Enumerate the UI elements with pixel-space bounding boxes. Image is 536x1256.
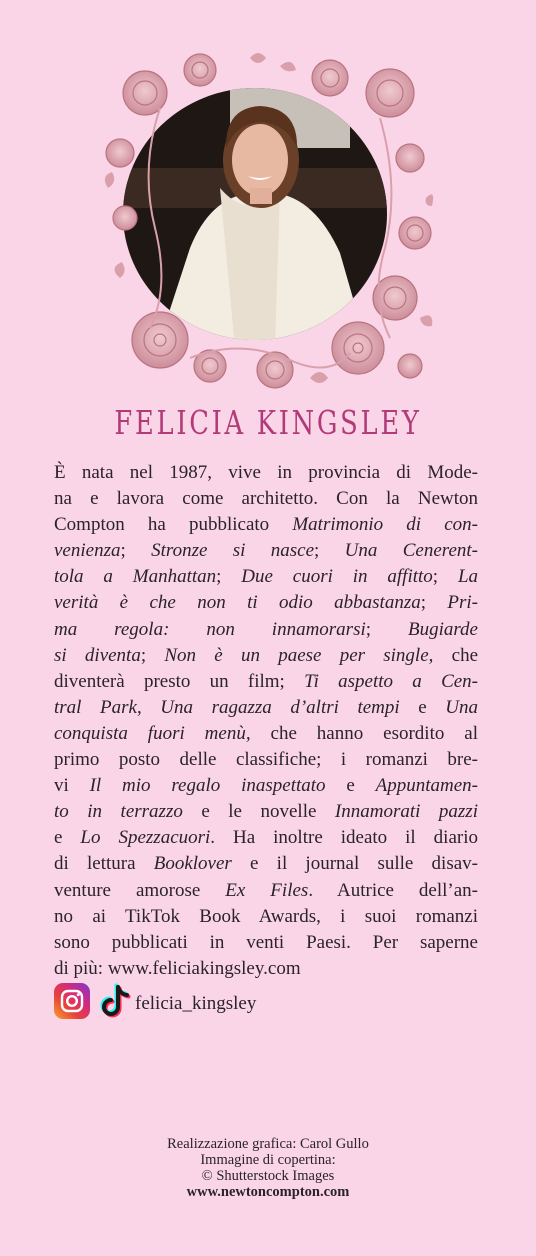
bio-text: ;	[365, 618, 408, 640]
credit-cover-source: © Shutterstock Images	[201, 1168, 335, 1184]
bio-text: e	[399, 696, 446, 718]
bio-text: primo posto delle classifiche; i romanzi bre-	[54, 749, 478, 771]
bio-title-text: Ex Files	[225, 879, 309, 901]
bio-line	[54, 956, 478, 982]
social-links	[54, 982, 414, 1022]
bio-text: e	[54, 827, 81, 849]
bio-title-text: La	[457, 566, 479, 588]
bio-title-text: Bugiarde	[407, 618, 478, 640]
bio-line	[54, 590, 478, 616]
bio-line	[54, 538, 478, 564]
bio-text: diventerà presto un film;	[54, 670, 305, 692]
author-bio	[54, 460, 478, 982]
bio-line	[54, 721, 478, 747]
bio-line	[54, 825, 478, 851]
bio-title-text: Una Cenerent-	[344, 540, 478, 562]
bio-title-text: tral Park	[54, 696, 137, 718]
bio-text: e le novelle	[182, 801, 335, 823]
bio-text: , che	[428, 644, 479, 666]
bio-title-text: Innamorati pazzi	[334, 801, 478, 823]
bio-line	[54, 669, 478, 695]
bio-text: e il journal sulle disav-	[231, 853, 478, 875]
bio-line	[54, 930, 478, 956]
bio-line	[54, 486, 478, 512]
bio-title-text: Non è un paese per single	[164, 644, 429, 666]
bio-line	[54, 512, 478, 538]
bio-title-text: Il mio regalo inaspettato	[89, 775, 326, 797]
author-portrait-rose-frame	[100, 48, 436, 396]
bio-text: ;	[140, 644, 165, 666]
bio-text: ,	[136, 696, 161, 718]
bio-line	[54, 851, 478, 877]
bio-title-text: si diventa	[54, 644, 141, 666]
social-handle[interactable]: felicia_kingsley	[135, 993, 257, 1014]
bio-title-text: Pri-	[447, 592, 478, 614]
bio-title-text: Una	[445, 696, 478, 718]
bio-title-text: Lo Spezzacuori	[80, 827, 211, 849]
bio-text: e	[325, 775, 376, 797]
bio-text: ;	[420, 592, 448, 614]
bio-title-text: venienza	[54, 540, 121, 562]
bio-line	[54, 617, 478, 643]
bio-title-text: ma regola: non innamorarsi	[54, 618, 366, 640]
bio-title-text: tola a Manhattan	[54, 566, 217, 588]
publisher-website: www.newtoncompton.com	[186, 1184, 350, 1200]
bio-line	[54, 878, 478, 904]
bio-title-text: Matrimonio di con-	[292, 514, 478, 536]
bio-text: vi	[54, 775, 90, 797]
bio-text: di più: www.feliciakingsley.com	[54, 957, 301, 979]
bio-text: che hanno esordito al	[250, 722, 478, 744]
bio-text: no ai TikTok Book Awards, i suoi romanzi	[54, 905, 478, 927]
bio-line	[54, 747, 478, 773]
bio-title-text: Una ragazza d’altri tempi	[160, 696, 400, 718]
bio-title-text: verità è che non ti odio abbastanza	[54, 592, 421, 614]
bio-line	[54, 695, 478, 721]
bio-title-text: to in terrazzo	[54, 801, 183, 823]
bio-text: Compton ha pubblicato	[54, 514, 293, 536]
bio-text: ;	[120, 540, 152, 562]
bio-title-text: Ti aspetto a Cen-	[304, 670, 479, 692]
bio-text: . Autrice dell’an-	[308, 879, 479, 901]
credits	[0, 1136, 536, 1200]
bio-line	[54, 460, 478, 486]
instagram-icon[interactable]	[54, 983, 90, 1019]
bio-line	[54, 773, 478, 799]
bio-text: È nata nel 1987, vive in provincia di Mode-	[54, 462, 478, 483]
bio-text: di lettura	[54, 853, 154, 875]
bio-line	[54, 643, 478, 669]
bio-text: ;	[216, 566, 242, 588]
bio-text: na e lavora come architetto. Con la Newton	[54, 488, 478, 510]
bio-title-text: Appuntamen-	[375, 775, 479, 797]
bio-text: ;	[314, 540, 345, 562]
credit-design: Realizzazione grafica: Carol Gullo	[167, 1136, 369, 1152]
bio-line	[54, 564, 478, 590]
bio-line	[54, 799, 478, 825]
bio-text: ;	[432, 566, 458, 588]
tiktok-icon[interactable]	[100, 982, 134, 1020]
bio-text: sono pubblicati in venti Paesi. Per saperne	[54, 931, 478, 953]
bio-text: . Ha inoltre ideato il diario	[210, 827, 478, 849]
bio-text: venture amorose	[54, 879, 226, 901]
bio-title-text: Booklover	[153, 853, 232, 875]
credit-cover-label: Immagine di copertina:	[200, 1152, 336, 1168]
bio-line	[54, 904, 478, 930]
bio-title-text: conquista fuori menù,	[54, 722, 251, 744]
author-name: FELICIA KINGSLEY	[114, 403, 422, 442]
bio-title-text: Stronze si nasce	[151, 540, 315, 562]
bio-title-text: Due cuori in affitto	[241, 566, 433, 588]
